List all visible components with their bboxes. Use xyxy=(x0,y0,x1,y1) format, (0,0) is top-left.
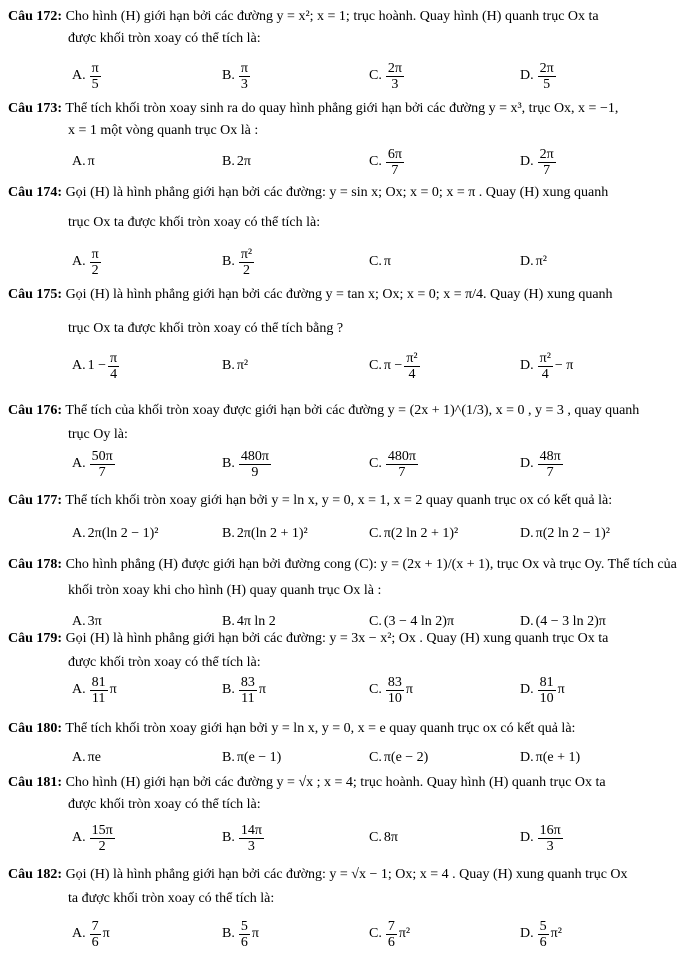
answer-option-c[interactable] xyxy=(369,58,406,94)
answer-option-d[interactable] xyxy=(520,516,610,552)
answer-option-b[interactable] xyxy=(222,348,248,384)
option-letter: D. xyxy=(520,456,534,471)
option-letter: B. xyxy=(222,926,235,941)
question-text-line xyxy=(8,402,694,420)
fraction-numerator: 5 xyxy=(539,918,547,934)
question-text: Thể tích khối tròn xoay giới hạn bởi y = ln x, y = 0, x = e quay quanh trục ox có kết quả là: xyxy=(65,721,576,736)
fraction-numerator: 6π xyxy=(387,146,402,162)
option-letter: D. xyxy=(520,254,534,269)
fraction-numerator: 2π xyxy=(539,146,554,162)
option-suffix: π xyxy=(102,926,110,941)
fraction-denominator: 4 xyxy=(408,366,416,382)
question-number: Câu 181: xyxy=(8,775,63,790)
option-letter: A. xyxy=(72,456,86,471)
answer-option-a[interactable] xyxy=(72,740,101,776)
answer-option-c[interactable] xyxy=(369,740,428,776)
answer-option-d[interactable] xyxy=(520,244,547,280)
option-fraction xyxy=(90,247,101,278)
answer-option-c[interactable] xyxy=(369,820,398,856)
fraction-numerator: 5 xyxy=(240,918,248,934)
fraction-denominator: 11 xyxy=(241,690,255,706)
option-suffix: π² xyxy=(550,926,562,941)
question-number: Câu 175: xyxy=(8,287,63,302)
option-letter: A. xyxy=(72,614,86,629)
question-text: được khối tròn xoay có thể tích là: xyxy=(68,31,261,46)
fraction-numerator: 14π xyxy=(240,822,262,838)
answer-option-b[interactable] xyxy=(222,740,281,776)
fraction-numerator: π² xyxy=(539,350,551,366)
question-number: Câu 182: xyxy=(8,867,63,882)
option-letter: C. xyxy=(369,682,382,697)
option-value: π(2 ln 2 + 1)² xyxy=(383,526,459,541)
answer-options xyxy=(0,58,700,94)
fraction-denominator: 6 xyxy=(539,934,547,950)
question-number: Câu 180: xyxy=(8,721,63,736)
question-text-line xyxy=(8,286,694,304)
option-suffix: π xyxy=(251,926,259,941)
option-value: (4 − 3 ln 2)π xyxy=(535,614,606,629)
answer-option-d[interactable] xyxy=(520,740,580,776)
fraction-denominator: 3 xyxy=(546,838,554,854)
question-text: trục Ox ta được khối tròn xoay có thể tích là: xyxy=(68,215,321,230)
fraction-numerator: 2π xyxy=(539,60,554,76)
answer-option-d[interactable] xyxy=(520,348,573,384)
question-text-line xyxy=(68,582,694,600)
fraction-denominator: 4 xyxy=(541,366,549,382)
question-text: được khối tròn xoay có thể tích là: xyxy=(68,655,261,670)
question-text-line xyxy=(68,30,694,48)
fraction-denominator: 7 xyxy=(98,464,106,480)
option-fraction xyxy=(90,823,115,854)
question-number: Câu 177: xyxy=(8,493,63,508)
question-number: Câu 174: xyxy=(8,185,63,200)
option-letter: D. xyxy=(520,154,534,169)
option-letter: A. xyxy=(72,154,86,169)
option-fraction xyxy=(386,919,397,950)
option-letter: C. xyxy=(369,254,382,269)
question-number: Câu 176: xyxy=(8,403,63,418)
fraction-numerator: 7 xyxy=(387,918,395,934)
option-fraction xyxy=(386,147,404,178)
answer-option-a[interactable] xyxy=(72,916,110,952)
question-number: Câu 172: xyxy=(8,9,63,24)
option-fraction xyxy=(239,449,271,480)
question-text-line xyxy=(8,8,694,26)
option-letter: B. xyxy=(222,614,235,629)
option-letter: B. xyxy=(222,254,235,269)
answer-option-b[interactable] xyxy=(222,446,273,482)
option-letter: D. xyxy=(520,358,534,373)
option-letter: D. xyxy=(520,614,534,629)
option-letter: C. xyxy=(369,926,382,941)
fraction-numerator: 480π xyxy=(240,448,269,464)
answer-option-d[interactable] xyxy=(520,916,562,952)
fraction-numerator: π xyxy=(110,350,118,366)
option-letter: A. xyxy=(72,526,86,541)
fraction-denominator: 6 xyxy=(240,934,248,950)
option-value: π(e − 2) xyxy=(383,750,429,765)
option-letter: A. xyxy=(72,254,86,269)
option-value: π(e − 1) xyxy=(236,750,282,765)
question-text-line xyxy=(68,654,694,672)
option-value: π xyxy=(383,254,391,269)
question-text-line xyxy=(8,556,694,574)
fraction-denominator: 10 xyxy=(387,690,402,706)
answer-option-a[interactable] xyxy=(72,820,117,856)
option-letter: C. xyxy=(369,614,382,629)
option-letter: D. xyxy=(520,68,534,83)
fraction-numerator: π xyxy=(91,60,99,76)
option-prefix: 1 − xyxy=(87,358,107,373)
option-letter: C. xyxy=(369,526,382,541)
answer-option-b[interactable] xyxy=(222,672,266,708)
option-letter: B. xyxy=(222,682,235,697)
answer-option-b[interactable] xyxy=(222,916,259,952)
question-number: Câu 173: xyxy=(8,101,63,116)
option-letter: A. xyxy=(72,750,86,765)
fraction-numerator: 480π xyxy=(387,448,416,464)
option-value: π² xyxy=(236,358,249,373)
fraction-denominator: 11 xyxy=(91,690,106,706)
question-text: Thể tích khối tròn xoay sinh ra do quay hình phẳng giới hạn bởi các đường y = x³, trục Ox, x = −1, xyxy=(65,101,619,116)
question-text-line xyxy=(8,774,694,792)
option-fraction xyxy=(538,823,563,854)
answer-option-c[interactable] xyxy=(369,672,413,708)
fraction-denominator: 2 xyxy=(242,262,250,278)
answer-option-c[interactable] xyxy=(369,916,410,952)
question-text-line xyxy=(68,320,694,338)
answer-option-a[interactable] xyxy=(72,348,121,384)
option-letter: C. xyxy=(369,456,382,471)
answer-option-c[interactable] xyxy=(369,244,391,280)
question-text: Gọi (H) là hình phẳng giới hạn bởi các đường: y = sin x; Ox; x = 0; x = π . Quay (H) xung quanh xyxy=(65,185,609,200)
answer-options xyxy=(0,740,700,776)
option-letter: C. xyxy=(369,750,382,765)
fraction-denominator: 3 xyxy=(391,76,399,92)
question-text: Cho hình phẳng (H) được giới hạn bởi đường cong (C): y = (2x + 1)/(x + 1), trục Ox và trục Oy. Thể tích của xyxy=(65,557,677,572)
answer-option-a[interactable] xyxy=(72,672,117,708)
question-text: khối tròn xoay khi cho hình (H) quay quanh trục Ox là : xyxy=(68,583,382,598)
option-value: 2π xyxy=(236,154,251,169)
option-fraction xyxy=(90,61,101,92)
answer-option-d[interactable] xyxy=(520,672,565,708)
fraction-denominator: 7 xyxy=(543,162,551,178)
fraction-denominator: 4 xyxy=(110,366,118,382)
answer-options xyxy=(0,244,700,280)
option-fraction xyxy=(538,147,556,178)
fraction-denominator: 7 xyxy=(391,162,399,178)
fraction-numerator: 83 xyxy=(387,674,402,690)
question-text: Thể tích của khối tròn xoay được giới hạn bởi các đường y = (2x + 1)^(1/3), x = 0 , y = 3 , quay quanh xyxy=(65,403,640,418)
option-suffix: π xyxy=(557,682,565,697)
option-letter: D. xyxy=(520,526,534,541)
fraction-numerator: 83 xyxy=(240,674,255,690)
answer-option-a[interactable] xyxy=(72,144,95,180)
option-fraction xyxy=(239,823,264,854)
option-suffix: − π xyxy=(554,358,574,373)
option-fraction xyxy=(239,247,254,278)
option-fraction xyxy=(239,919,250,950)
option-letter: B. xyxy=(222,358,235,373)
option-value: (3 − 4 ln 2)π xyxy=(383,614,455,629)
option-fraction xyxy=(90,919,101,950)
option-letter: D. xyxy=(520,830,534,845)
fraction-denominator: 9 xyxy=(251,464,259,480)
option-fraction xyxy=(538,449,563,480)
fraction-denominator: 6 xyxy=(387,934,395,950)
option-fraction xyxy=(386,61,404,92)
option-value: π² xyxy=(535,254,547,269)
fraction-denominator: 2 xyxy=(91,262,99,278)
answer-option-c[interactable] xyxy=(369,446,420,482)
option-letter: B. xyxy=(222,830,235,845)
answer-option-d[interactable] xyxy=(520,144,558,180)
question-text-line xyxy=(8,866,694,884)
fraction-denominator: 2 xyxy=(98,838,106,854)
option-fraction xyxy=(386,675,404,706)
answer-option-a[interactable] xyxy=(72,244,103,280)
question-text: ta được khối tròn xoay có thể tích là: xyxy=(68,891,275,906)
fraction-numerator: π xyxy=(91,246,99,262)
option-letter: C. xyxy=(369,154,382,169)
option-letter: A. xyxy=(72,358,86,373)
option-value: 2π(ln 2 + 1)² xyxy=(236,526,308,541)
option-fraction xyxy=(538,61,556,92)
option-letter: A. xyxy=(72,682,86,697)
answer-options xyxy=(0,144,700,180)
option-letter: C. xyxy=(369,68,382,83)
option-suffix: π² xyxy=(398,926,411,941)
question-number: Câu 179: xyxy=(8,631,63,646)
fraction-denominator: 3 xyxy=(247,838,255,854)
option-fraction xyxy=(386,449,418,480)
fraction-numerator: 15π xyxy=(91,822,113,838)
fraction-numerator: 81 xyxy=(91,674,106,690)
option-fraction xyxy=(404,351,419,382)
option-letter: B. xyxy=(222,154,235,169)
answer-option-c[interactable] xyxy=(369,144,406,180)
option-letter: D. xyxy=(520,926,534,941)
option-letter: C. xyxy=(369,830,382,845)
answer-options xyxy=(0,672,700,708)
question-text-line xyxy=(8,184,694,202)
option-value: π(e + 1) xyxy=(535,750,581,765)
answer-options xyxy=(0,820,700,856)
option-letter: B. xyxy=(222,750,235,765)
fraction-denominator: 5 xyxy=(543,76,551,92)
option-letter: B. xyxy=(222,526,235,541)
fraction-denominator: 5 xyxy=(91,76,99,92)
option-fraction xyxy=(90,675,108,706)
question-text-line xyxy=(8,630,694,648)
answer-options xyxy=(0,348,700,384)
question-text: Gọi (H) là hình phẳng giới hạn bởi các đường y = tan x; Ox; x = 0; x = π/4. Quay (H) xung quanh xyxy=(65,287,613,302)
option-fraction xyxy=(538,919,549,950)
answer-option-d[interactable] xyxy=(520,58,558,94)
question-number: Câu 178: xyxy=(8,557,63,572)
option-value: 4π ln 2 xyxy=(236,614,276,629)
question-text-line xyxy=(8,720,694,738)
option-letter: A. xyxy=(72,68,86,83)
option-fraction xyxy=(239,61,250,92)
option-letter: B. xyxy=(222,456,235,471)
question-text: Cho hình (H) giới hạn bởi các đường y = √x ; x = 4; trục hoành. Quay hình (H) quanh trục Ox ta xyxy=(65,775,606,790)
fraction-numerator: 16π xyxy=(539,822,561,838)
question-text: Thể tích khối tròn xoay giới hạn bởi y = ln x, y = 0, x = 1, x = 2 quay quanh trục ox có kết quả là: xyxy=(65,493,613,508)
question-text: trục Oy là: xyxy=(68,427,128,442)
fraction-numerator: 7 xyxy=(91,918,99,934)
fraction-numerator: 2π xyxy=(387,60,402,76)
question-text: x = 1 một vòng quanh trục Ox là : xyxy=(68,123,259,138)
fraction-denominator: 10 xyxy=(539,690,554,706)
option-fraction xyxy=(239,675,257,706)
option-suffix: π xyxy=(405,682,413,697)
option-fraction xyxy=(538,351,553,382)
option-value: 3π xyxy=(87,614,102,629)
question-text: Gọi (H) là hình phẳng giới hạn bởi các đường: y = √x − 1; Ox; x = 4 . Quay (H) xung quanh trục Ox xyxy=(65,867,628,882)
answer-option-a[interactable] xyxy=(72,58,103,94)
option-suffix: π xyxy=(258,682,266,697)
fraction-numerator: π² xyxy=(406,350,418,366)
option-value: π(2 ln 2 − 1)² xyxy=(535,526,610,541)
question-text-line xyxy=(68,890,694,908)
option-letter: A. xyxy=(72,926,86,941)
question-text: trục Ox ta được khối tròn xoay có thể tích bằng ? xyxy=(68,321,344,336)
option-letter: D. xyxy=(520,750,534,765)
fraction-numerator: π² xyxy=(240,246,253,262)
option-value: 8π xyxy=(383,830,398,845)
option-letter: B. xyxy=(222,68,235,83)
fraction-numerator: 81 xyxy=(539,674,554,690)
answer-option-b[interactable] xyxy=(222,820,266,856)
answer-option-c[interactable] xyxy=(369,348,422,384)
answer-options xyxy=(0,916,700,952)
answer-options xyxy=(0,516,700,552)
option-fraction xyxy=(538,675,556,706)
option-letter: A. xyxy=(72,830,86,845)
answer-options xyxy=(0,446,700,482)
fraction-numerator: 48π xyxy=(539,448,561,464)
question-text: Gọi (H) là hình phẳng giới hạn bởi các đường: y = 3x − x²; Ox . Quay (H) xung quanh trục Ox ta xyxy=(65,631,609,646)
option-letter: C. xyxy=(369,358,382,373)
option-prefix: π − xyxy=(383,358,403,373)
question-text: Cho hình (H) giới hạn bởi các đường y = x²; x = 1; trục hoành. Quay hình (H) quanh trục Ox ta xyxy=(65,9,599,24)
question-text-line xyxy=(8,100,694,118)
question-text: được khối tròn xoay có thể tích là: xyxy=(68,797,261,812)
question-text-line xyxy=(8,492,694,510)
fraction-denominator: 6 xyxy=(91,934,99,950)
question-text-line xyxy=(68,426,694,444)
fraction-denominator: 7 xyxy=(546,464,554,480)
fraction-denominator: 3 xyxy=(240,76,248,92)
question-text-line xyxy=(68,796,694,814)
option-value: π xyxy=(87,154,95,169)
option-fraction xyxy=(108,351,119,382)
fraction-numerator: 50π xyxy=(91,448,113,464)
answer-option-b[interactable] xyxy=(222,244,256,280)
question-text-line xyxy=(68,214,694,232)
answer-option-c[interactable] xyxy=(369,516,458,552)
option-suffix: π xyxy=(109,682,117,697)
answer-option-b[interactable] xyxy=(222,516,308,552)
answer-option-d[interactable] xyxy=(520,820,565,856)
answer-option-a[interactable] xyxy=(72,446,117,482)
fraction-numerator: π xyxy=(240,60,248,76)
option-fraction xyxy=(90,449,115,480)
fraction-denominator: 7 xyxy=(398,464,406,480)
answer-option-d[interactable] xyxy=(520,446,565,482)
answer-option-b[interactable] xyxy=(222,144,251,180)
answer-option-b[interactable] xyxy=(222,58,252,94)
option-letter: D. xyxy=(520,682,534,697)
option-value: 2π(ln 2 − 1)² xyxy=(87,526,159,541)
option-value: πe xyxy=(87,750,101,765)
question-text-line xyxy=(68,122,694,140)
answer-option-a[interactable] xyxy=(72,516,159,552)
